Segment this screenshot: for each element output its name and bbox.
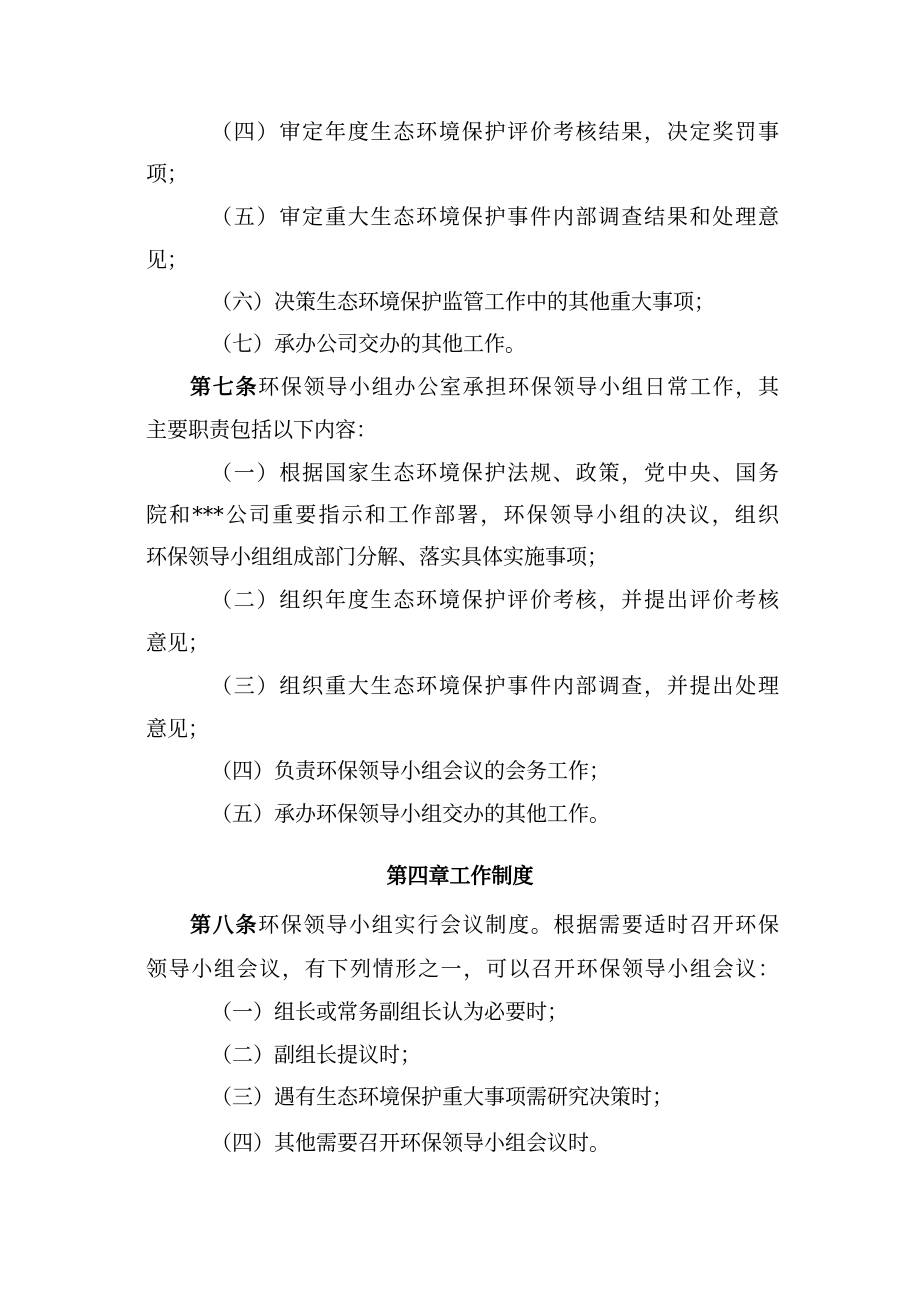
article6-item5-line2: 见； — [146, 248, 188, 272]
article6-item5-line1: （五）审定重大生态环境保护事件内部调查结果和处理意 — [211, 205, 779, 229]
article7-intro-line1 — [190, 373, 779, 401]
article7-item2-line2: 意见； — [146, 631, 209, 655]
article7-item3-line2: 意见； — [146, 717, 209, 741]
article8-item4: （四）其他需要召开环保领导小组会议时。 — [211, 1131, 610, 1155]
article6-item6: （六）决策生态环境保护监管工作中的其他重大事项； — [211, 290, 715, 314]
article7-item1-line1: （一）根据国家生态环境保护法规、政策，党中央、国务 — [211, 461, 779, 485]
article6-item7: （七）承办公司交办的其他工作。 — [211, 332, 526, 356]
article7-intro-text: 环保领导小组办公室承担环保领导小组日常工作，其 — [258, 375, 780, 399]
chapter-heading: 第四章工作制度 — [386, 863, 534, 888]
article8-intro-text: 环保领导小组实行会议制度。根据需要适时召开环保 — [258, 913, 780, 937]
article6-item4-line2: 项； — [146, 162, 188, 186]
article8-item3: （三）遇有生态环境保护重大事项需研究决策时； — [211, 1085, 673, 1109]
article8-intro-line2: 领导小组会议，有下列情形之一，可以召开环保领导小组会议： — [146, 957, 779, 981]
article7-intro-line2: 主要职责包括以下内容： — [146, 418, 377, 442]
article8-item1: （一）组长或常务副组长认为必要时； — [211, 1000, 568, 1024]
article7-label: 第七条 — [190, 374, 259, 399]
article7-item2-line1: （二）组织年度生态环境保护评价考核，并提出评价考核 — [211, 588, 779, 612]
article8-item2: （二）副组长提议时； — [211, 1043, 421, 1067]
article6-item4-line1: （四）审定年度生态环境保护评价考核结果，决定奖罚事 — [211, 120, 779, 144]
article8-intro-line1 — [190, 911, 779, 939]
article7-item4: （四）负责环保领导小组会议的会务工作； — [211, 759, 610, 783]
article7-item3-line1: （三）组织重大生态环境保护事件内部调查，并提出处理 — [211, 674, 779, 698]
article7-item5: （五）承办环保领导小组交办的其他工作。 — [211, 802, 610, 826]
article7-item1-line2: 院和***公司重要指示和工作部署，环保领导小组的决议，组织 — [146, 503, 779, 527]
article8-label: 第八条 — [190, 912, 259, 937]
article7-item1-line3: 环保领导小组组成部门分解、落实具体实施事项； — [146, 545, 608, 569]
